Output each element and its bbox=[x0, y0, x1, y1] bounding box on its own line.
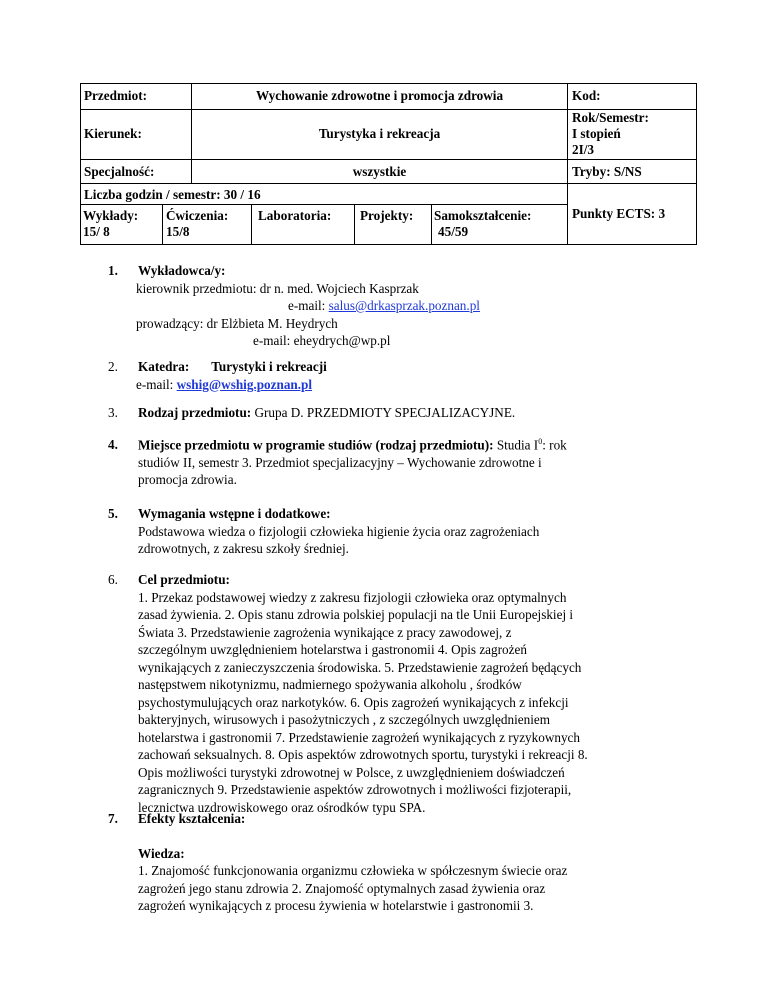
przedmiot-value: Wychowanie zdrowotne i promocja zdrowia bbox=[255, 88, 504, 103]
rok-semestr: Rok/Semestr: I stopień 2I/3 bbox=[572, 110, 649, 157]
section-wykladowca: 1. Wykładowca/y: kierownik przedmiotu: dr n. med. Wojciech Kasprzak e-mail: salus@drkasprzak.poznan.pl prowadzący: dr Elżbieta M. Heydrych e-mail: eheydrych@wp.pl bbox=[108, 262, 698, 350]
cwiczenia: Ćwiczenia: 15/8 bbox=[166, 208, 229, 239]
przedmiot-label: Przedmiot: bbox=[84, 88, 147, 103]
specjalnosc-label: Specjalność: bbox=[84, 164, 155, 179]
table-row-line bbox=[80, 183, 697, 184]
table-col-line bbox=[431, 204, 432, 244]
section-rodzaj: 3. Rodzaj przedmiotu: Grupa D. PRZEDMIOTY SPECJALIZACYJNE. bbox=[108, 405, 516, 420]
punkty-ects: Punkty ECTS: 3 bbox=[572, 206, 666, 221]
section-efekty: 7. Efekty kształcenia: Wiedza: 1. Znajomość funkcjonowania organizmu człowieka w spółczesnym świecie oraz zagrożeń jego stanu zdrowia 2. Znajomość optymalnych zasad żywienia oraz zagrożeń wynikających z procesu żywienia w hotelarstwie i gastronomii 3. bbox=[108, 810, 698, 915]
wiedza-heading: Wiedza: bbox=[138, 845, 185, 861]
section-katedra: 2. Katedra: Turystyki i rekreacji e-mail: wshig@wshig.poznan.pl bbox=[108, 359, 327, 392]
samoksztalcenie: Samokształcenie: 45/59 bbox=[434, 208, 532, 239]
kierownik-name: dr n. med. Wojciech Kasprzak bbox=[259, 280, 419, 296]
table-border-top bbox=[80, 83, 697, 84]
projekty: Projekty: bbox=[360, 208, 414, 223]
prowadzacy-name: dr Elżbieta M. Heydrych bbox=[206, 315, 338, 331]
email-link[interactable]: salus@drkasprzak.poznan.pl bbox=[328, 298, 480, 313]
email-text: e-mail: eheydrych@wp.pl bbox=[253, 333, 391, 348]
laboratoria: Laboratoria: bbox=[258, 208, 332, 223]
table-col-line bbox=[251, 204, 252, 244]
katedra-email-link[interactable]: wshig@wshig.poznan.pl bbox=[176, 376, 313, 392]
section-heading: Wykładowca/y: bbox=[138, 263, 226, 278]
table-col-line bbox=[162, 204, 163, 244]
wyklady: Wykłady: 15/ 8 bbox=[83, 208, 139, 239]
specjalnosc-value: wszystkie bbox=[352, 164, 407, 179]
table-col-line bbox=[354, 204, 355, 244]
section-miejsce: 4. Miejsce przedmiotu w programie studiów (rodzaj przedmiotu): Studia $I^0$: rok studiów II, semestr 3. Przedmiot specjalizacyjny – Wychowanie zdrowotne i promocja zdrowia. bbox=[108, 437, 567, 488]
section-wymagania: 5. Wymagania wstępne i dodatkowe: Podstawowa wiedza o fizjologii człowieka higienie życia oraz zagrożeniach zdrowotnych, z zakresu szkoły średniej. bbox=[108, 506, 540, 556]
table-border-left bbox=[80, 83, 81, 245]
table-border-right bbox=[696, 83, 697, 245]
kod-label: Kod: bbox=[572, 88, 601, 103]
table-col-line bbox=[567, 83, 568, 245]
table-row-line bbox=[80, 204, 568, 205]
liczba-godzin: Liczba godzin / semestr: 30 / 16 bbox=[84, 187, 261, 202]
tryby: Tryby: S/NS bbox=[572, 164, 642, 179]
kierunek-value: Turystyka i rekreacja bbox=[318, 126, 441, 141]
section-cel: 6. Cel przedmiotu: 1. Przekaz podstawowej wiedzy z zakresu fizjologii człowieka oraz optymalnych zasad żywienia. 2. Opis stanu zdrowia polskiej populacji na tle Unii Europejskiej i Świata 3. Przedstawienie zagrożenia wynikające z pracy zawodowej, z szczególnym uwzględnieniem hotelarstwa i gastronomii 4. Opis zagrożeń wynikających z zanieczyszczenia środowiska. 5. Przedstawienie zagrożeń będących następstwem nikotynizmu, nadmiernego spożywania alkoholu , środków psychostymulujących oraz narkotyków. 6. Opis zagrożeń wynikających z infekcji bakteryjnych, wirusowych i pasożytniczych , z szczególnych uwzględnieniem hotelarstwa i gastronomii 7. Przedstawienie zagrożeń wynikających z ryzykownych zachowań seksualnych. 8. Opis aspektów zdrowotnych sportu, turystyki i rekreacji 8. Opis możliwości turystyki zdrowotnej w Polsce, z uwzględnieniem doświadczeń zagranicznych 9. Przedstawienie aspektów zdrowotnych i możliwości fizjoterapii, lecznictwa uzdrowiskowego oraz ośrodków typu SPA. bbox=[108, 572, 588, 815]
kierunek-label: Kierunek: bbox=[84, 126, 142, 141]
table-border-bottom bbox=[80, 244, 697, 245]
table-row-line bbox=[80, 159, 697, 160]
